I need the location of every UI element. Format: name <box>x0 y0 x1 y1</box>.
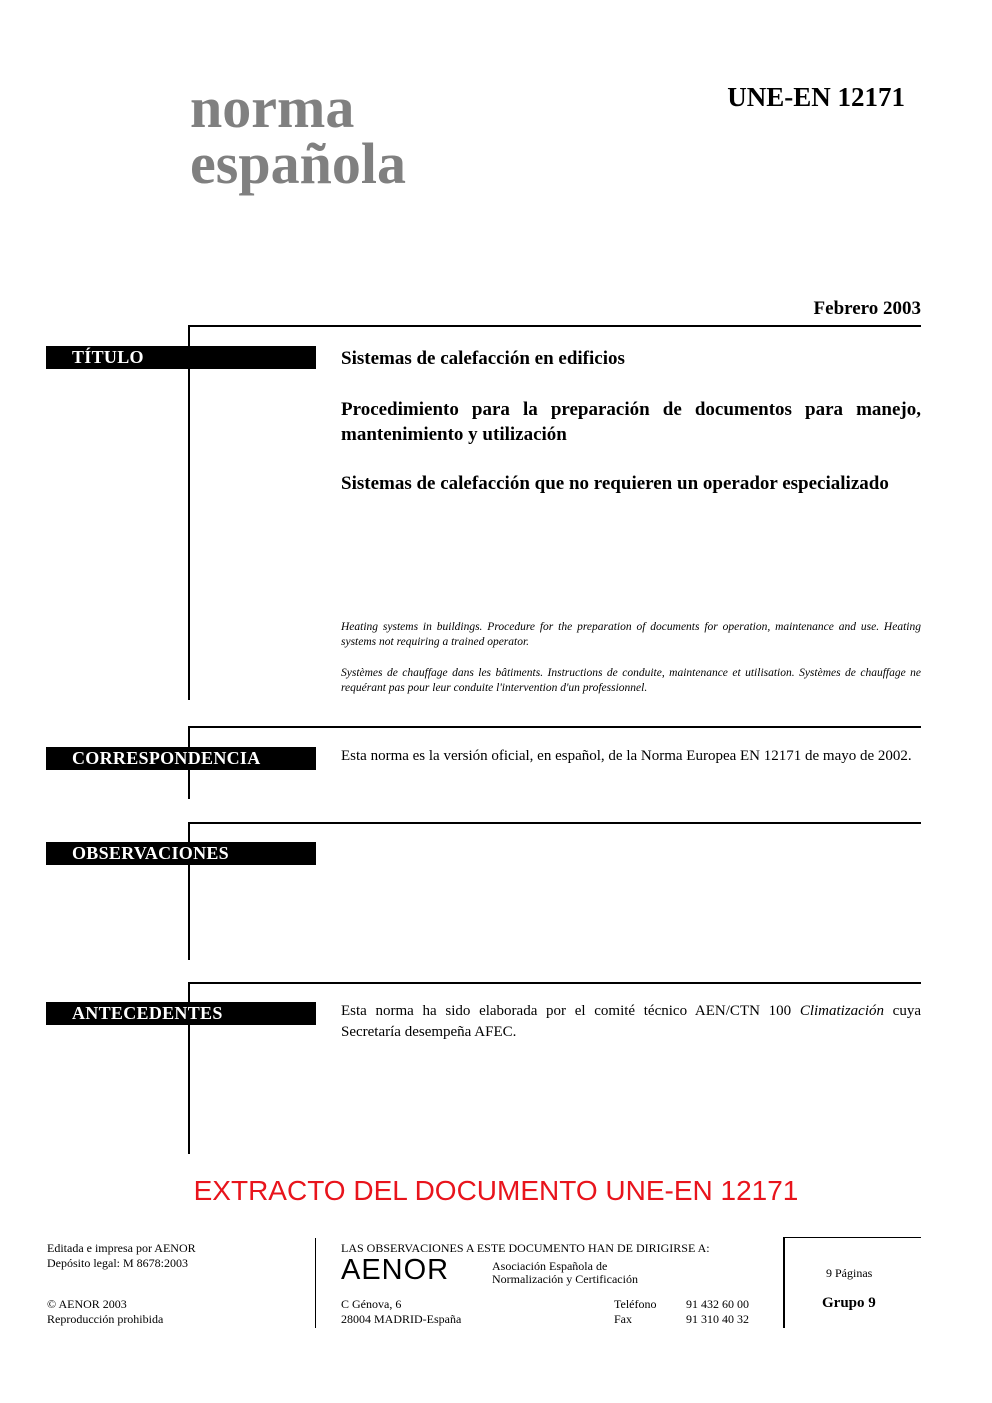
aenor-logo: AENOR <box>341 1254 450 1286</box>
title-english: Heating systems in buildings. Procedure for the preparation of documents for operation, maintenance and use. Heating systems not requiring a trained operator. <box>341 621 921 648</box>
title-main: Sistemas de calefacción en edificios <box>341 348 625 369</box>
title-french: Systèmes de chauffage dans les bâtiments. Instructions de conduite, maintenance et utilisation. Systèmes de chauffage ne requérant pas pour leur conduite l'intervention d'un professionnel. <box>341 667 921 694</box>
fax-label: Fax <box>614 1312 632 1326</box>
copyright: © AENOR 2003 <box>47 1297 127 1311</box>
fax-number: 91 310 40 32 <box>686 1312 749 1326</box>
brand-title <box>190 75 406 196</box>
page-count: 9 Páginas <box>826 1266 873 1280</box>
footer-copyright <box>47 1297 163 1327</box>
antecedentes-text <box>341 1001 921 1043</box>
association-name <box>492 1260 638 1286</box>
correspondencia-text: Esta norma es la versión oficial, en español, de la Norma Europea EN 12171 de mayo de 2002. <box>341 748 912 764</box>
address-city: 28004 MADRID-España <box>341 1312 462 1326</box>
label-antecedentes: ANTECEDENTES <box>46 1002 316 1025</box>
address <box>341 1297 461 1327</box>
section-divider <box>188 325 921 327</box>
committee-name: Climatización <box>799 1003 884 1019</box>
edited-by: Editada e impresa por AENOR <box>47 1241 196 1255</box>
contact-labels <box>614 1297 656 1327</box>
extract-notice: EXTRACTO DEL DOCUMENTO UNE-EN 12171 <box>193 1175 799 1206</box>
title-sub-1: Procedimiento para la preparación de documentos para manejo, mantenimiento y utilización <box>341 399 921 445</box>
footer-edition <box>47 1241 196 1271</box>
publication-date: Febrero 2003 <box>813 298 921 319</box>
observations-notice: LAS OBSERVACIONES A ESTE DOCUMENTO HAN DE DIRIGIRSE A: <box>341 1241 710 1255</box>
brand-line-1: norma <box>190 75 355 140</box>
section-divider <box>188 726 921 728</box>
phone-label: Teléfono <box>614 1297 657 1311</box>
section-rule <box>188 325 190 700</box>
label-titulo: TÍTULO <box>46 346 316 369</box>
section-divider <box>188 822 921 824</box>
address-street: C Génova, 6 <box>341 1297 402 1311</box>
contact-values <box>686 1297 749 1327</box>
association-line-2: Normalización y Certificación <box>492 1272 638 1286</box>
label-correspondencia: CORRESPONDENCIA <box>46 747 316 770</box>
pages-box-rule <box>783 1237 785 1328</box>
label-observaciones: OBSERVACIONES <box>46 842 316 865</box>
pages-box-top <box>783 1237 921 1238</box>
antecedentes-text-end: cuya Secretaría desempeña AFEC. <box>341 1003 921 1040</box>
price-group: Grupo 9 <box>822 1295 876 1311</box>
legal-deposit: Depósito legal: M 8678:2003 <box>47 1256 188 1270</box>
section-divider <box>188 982 921 984</box>
reproduction-notice: Reproducción prohibida <box>47 1312 164 1326</box>
phone-number: 91 432 60 00 <box>686 1297 749 1311</box>
standard-code: UNE-EN 12171 <box>727 82 905 112</box>
footer-divider <box>315 1238 316 1328</box>
antecedentes-text-start: Esta norma ha sido elaborada por el comité técnico AEN/CTN 100 <box>341 1003 800 1019</box>
brand-line-2: española <box>190 131 406 196</box>
title-sub-2: Sistemas de calefacción que no requieren un operador especializado <box>341 473 889 494</box>
association-line-1: Asociación Española de <box>492 1259 608 1273</box>
